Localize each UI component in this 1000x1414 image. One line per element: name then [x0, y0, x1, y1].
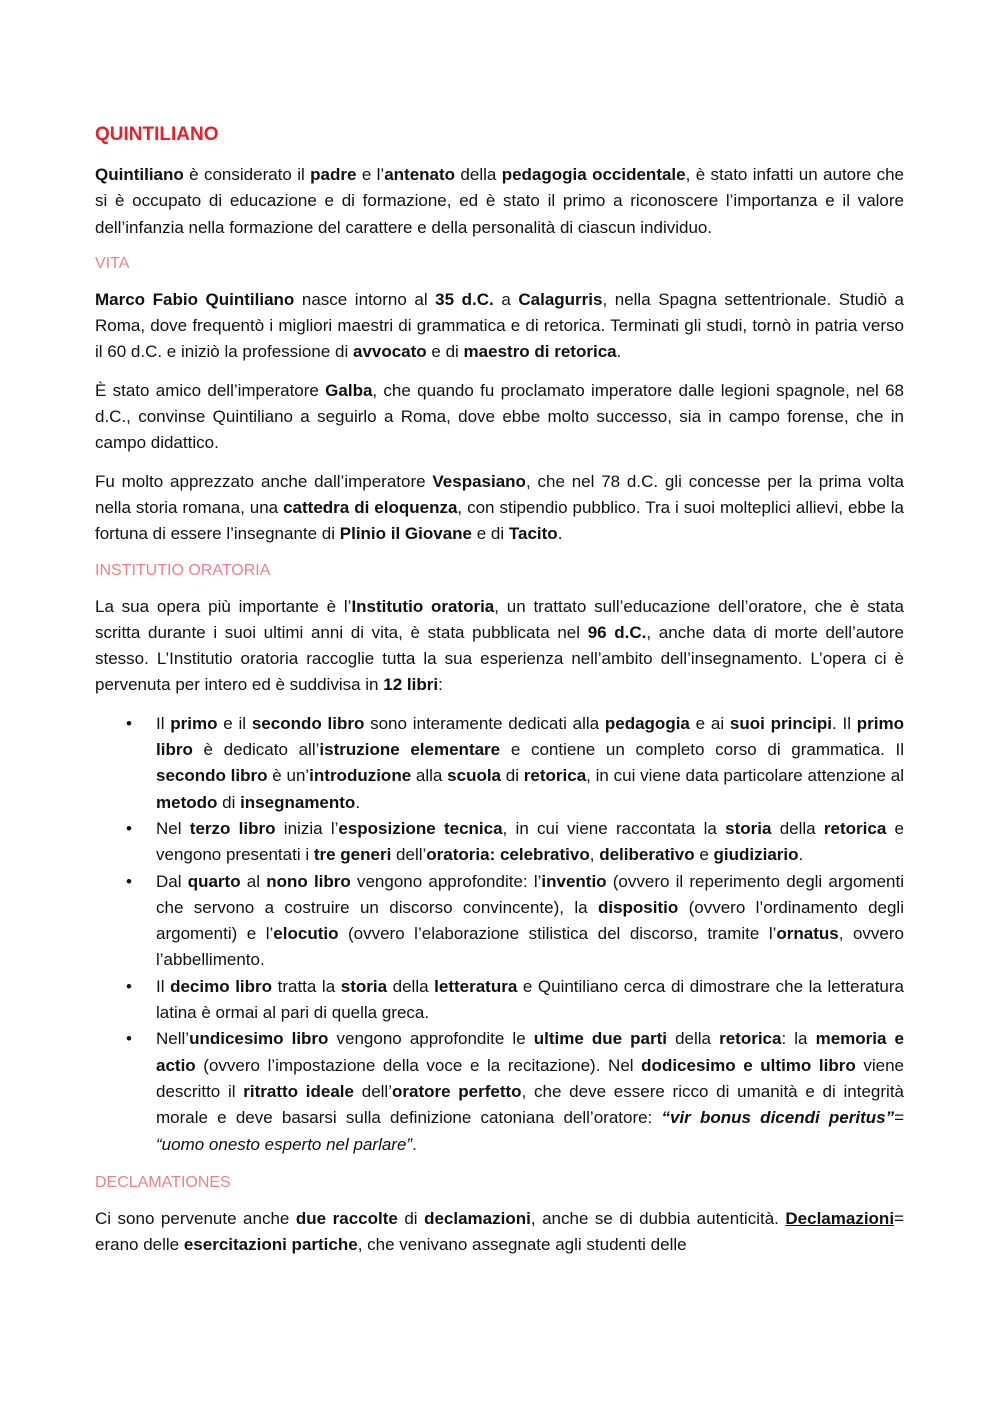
- italic-text: “uomo onesto esperto nel parlare”: [156, 1134, 413, 1154]
- vita-paragraph-1: Marco Fabio Quintiliano nasce intorno al 35 d.C. a Calagurris, nella Spagna settentrionale. Studiò a Roma, dove frequentò i migliori maestri di grammatica e di retorica. Terminati gli studi, tornò in patria verso il 60 d.C. e iniziò la professione di avvocato e di maestro di retorica.: [95, 289, 904, 362]
- bullet-icon: •: [126, 818, 132, 838]
- bullet-icon: •: [126, 871, 132, 891]
- bold-term: letteratura: [434, 976, 518, 996]
- declamationes-paragraph: Ci sono pervenute anche due raccolte di declamazioni, anche se di dubbia autenticità. Declamazioni= erano delle esercitazioni partiche, che venivano assegnate agli studenti delle: [95, 1208, 904, 1255]
- vita-paragraph-3: Fu molto apprezzato anche dall’imperatore Vespasiano, che nel 78 d.C. gli concesse per la prima volta nella storia romana, una cattedra di eloquenza, con stipendio pubblico. Tra i suoi molteplici allievi, ebbe la fortuna di essere l’insegnante di Plinio il Giovane e di Tacito.: [95, 471, 905, 544]
- bold-term: introduzione: [309, 766, 412, 786]
- books-list: [95, 711, 904, 1158]
- document-title: QUINTILIANO: [95, 124, 219, 145]
- section-heading-vita: VITA: [95, 254, 130, 272]
- list-item-text: Il decimo libro tratta la storia della letteratura e Quintiliano cerca di dimostrare che la letteratura latina è ormai al pari di quella greca.: [156, 976, 905, 1023]
- bold-term: declamazioni: [424, 1208, 531, 1228]
- bold-term: dodicesimo e ultimo libro: [641, 1055, 856, 1075]
- bold-term: retorica: [523, 766, 587, 786]
- bullet-icon: •: [126, 1029, 132, 1049]
- list-item-text: Nel terzo libro inizia l’esposizione tecnica, in cui viene raccontata la storia della retorica e vengono presentati i tre generi dell’oratoria: celebrativo, deliberativo e giudiziario.: [156, 818, 905, 865]
- bold-term: esercitazioni partiche: [183, 1235, 358, 1255]
- bold-term: oratoria: celebrativo: [426, 845, 590, 865]
- bold-term: scuola: [447, 766, 502, 786]
- bold-term: decimo libro: [170, 976, 273, 996]
- list-item-text: Dal quarto al nono libro vengono approfondite: l’inventio (ovvero il reperimento degli argomenti che servono a costruire un discorso convincente), la dispositio (ovvero l’ordinamento degli argomenti) e l’elocutio (ovvero l’elaborazione stilistica del discorso, tramite l’ornatus, ovvero l’abbellimento.: [156, 871, 904, 970]
- list-item: [95, 816, 904, 869]
- bold-term: esposizione tecnica: [338, 818, 503, 838]
- underlined-term: Declamazioni: [785, 1208, 895, 1228]
- bold-term: ornatus: [776, 924, 839, 944]
- bold-term: storia: [340, 976, 388, 996]
- bold-term: tre generi: [313, 845, 392, 865]
- bold-term: padre: [310, 165, 357, 184]
- bold-term: deliberativo: [599, 845, 695, 865]
- intro-paragraph: Quintiliano è considerato il padre e l’antenato della pedagogia occidentale, è stato infatti un autore che si è occupato di educazione e di formazione, ed è stato il primo a riconoscere l’importanza e il valore dell’infanzia nella formazione del carattere e della personalità di ciascun individuo.: [95, 165, 905, 237]
- bold-term: Plinio il Giovane: [339, 524, 473, 544]
- bold-term: Marco Fabio Quintiliano: [95, 289, 295, 309]
- bold-term: metodo: [156, 792, 218, 812]
- bold-term: Quintiliano: [95, 165, 184, 184]
- vita-paragraph-2: È stato amico dell’imperatore Galba, che quando fu proclamato imperatore dalle legioni spagnole, nel 68 d.C., convinse Quintiliano a seguirlo a Roma, dove ebbe molto successo, sia in campo forense, che in campo didattico.: [95, 380, 905, 453]
- bold-term: quarto: [187, 871, 241, 891]
- bold-term: primo: [170, 713, 218, 733]
- list-item-text: Il primo e il secondo libro sono interamente dedicati alla pedagogia e ai suoi principi. Il primo libro è dedicato all’istruzione elementare e contiene un completo corso di grammatica. Il secondo libro è un’introduzione alla scuola di retorica, in cui viene data particolare attenzione al metodo di insegnamento.: [156, 713, 905, 812]
- section-heading-institutio: INSTITUTIO ORATORIA: [95, 561, 271, 579]
- bold-term: suoi principi: [729, 713, 832, 733]
- bold-term: Vespasiano: [432, 471, 526, 491]
- bold-term: istruzione elementare: [319, 740, 501, 760]
- bold-term: cattedra di eloquenza: [283, 497, 458, 517]
- list-item-text: Nell’undicesimo libro vengono approfondite le ultime due parti della retorica: la memoria e actio (ovvero l’impostazione della voce e la recitazione). Nel dodicesimo e ultimo libro viene descritto il ritratto ideale dell’oratore perfetto, che deve essere ricco di umanità e di integrità morale e deve basarsi sulla definizione catoniana dell’oratore: “vir bonus dicendi peritus”= “uomo onesto esperto nel parlare”.: [156, 1029, 905, 1154]
- institutio-paragraph: La sua opera più importante è l’Institutio oratoria, un trattato sull’educazione dell’oratore, che è stata scritta durante i suoi ultimi anni di vita, è stata pubblicata nel 96 d.C., anche data di morte dell’autore stesso. L’Institutio oratoria raccoglie tutta la sua esperienza nell’ambito dell’insegnamento. L’opera ci è pervenuta per intero ed è suddivisa in 12 libri:: [95, 596, 904, 695]
- bold-term: insegnamento: [240, 792, 356, 812]
- bold-term: giudiziario: [713, 845, 799, 865]
- bold-term: storia: [725, 818, 772, 838]
- bold-term: pedagogia: [604, 713, 690, 733]
- bold-term: dispositio: [597, 897, 679, 917]
- bullet-icon: •: [126, 713, 132, 733]
- bold-term: 35 d.C.: [435, 289, 494, 309]
- bold-term: primo libro: [156, 713, 904, 760]
- bold-term: terzo libro: [189, 818, 276, 838]
- list-item: [95, 869, 904, 974]
- bold-term: inventio: [541, 871, 607, 891]
- bold-term: nono libro: [266, 871, 351, 891]
- bold-term: secondo libro: [156, 766, 268, 786]
- bold-term: Calagurris: [518, 289, 603, 309]
- bullet-icon: •: [126, 976, 132, 996]
- section-heading-declamationes: DECLAMATIONES: [95, 1173, 231, 1191]
- bold-term: Galba: [325, 380, 373, 400]
- list-item: [95, 1026, 904, 1157]
- bold-term: elocutio: [273, 924, 339, 944]
- bold-term: Tacito: [508, 524, 558, 544]
- bold-term: retorica: [823, 818, 887, 838]
- bold-term: oratore perfetto: [391, 1081, 522, 1101]
- list-item: [95, 711, 904, 816]
- bold-term: 12 libri: [383, 675, 439, 695]
- bold-term: ritratto ideale: [243, 1081, 354, 1101]
- bold-term: retorica: [719, 1029, 782, 1049]
- bold-term: antenato: [384, 165, 456, 184]
- bold-term: secondo libro: [251, 713, 365, 733]
- bold-term: memoria e actio: [156, 1029, 904, 1075]
- list-item: [95, 974, 904, 1027]
- bold-italic-text: “vir bonus dicendi peritus”: [661, 1108, 895, 1128]
- bold-term: 96 d.C.: [587, 622, 647, 642]
- bold-term: pedagogia occidentale: [501, 165, 686, 184]
- bold-term: undicesimo libro: [189, 1029, 329, 1049]
- bold-term: Institutio oratoria: [351, 596, 495, 616]
- bold-term: maestro di retorica: [463, 342, 617, 362]
- bold-term: ultime due parti: [533, 1029, 668, 1049]
- bold-term: due raccolte: [295, 1208, 398, 1228]
- bold-term: avvocato: [352, 342, 427, 362]
